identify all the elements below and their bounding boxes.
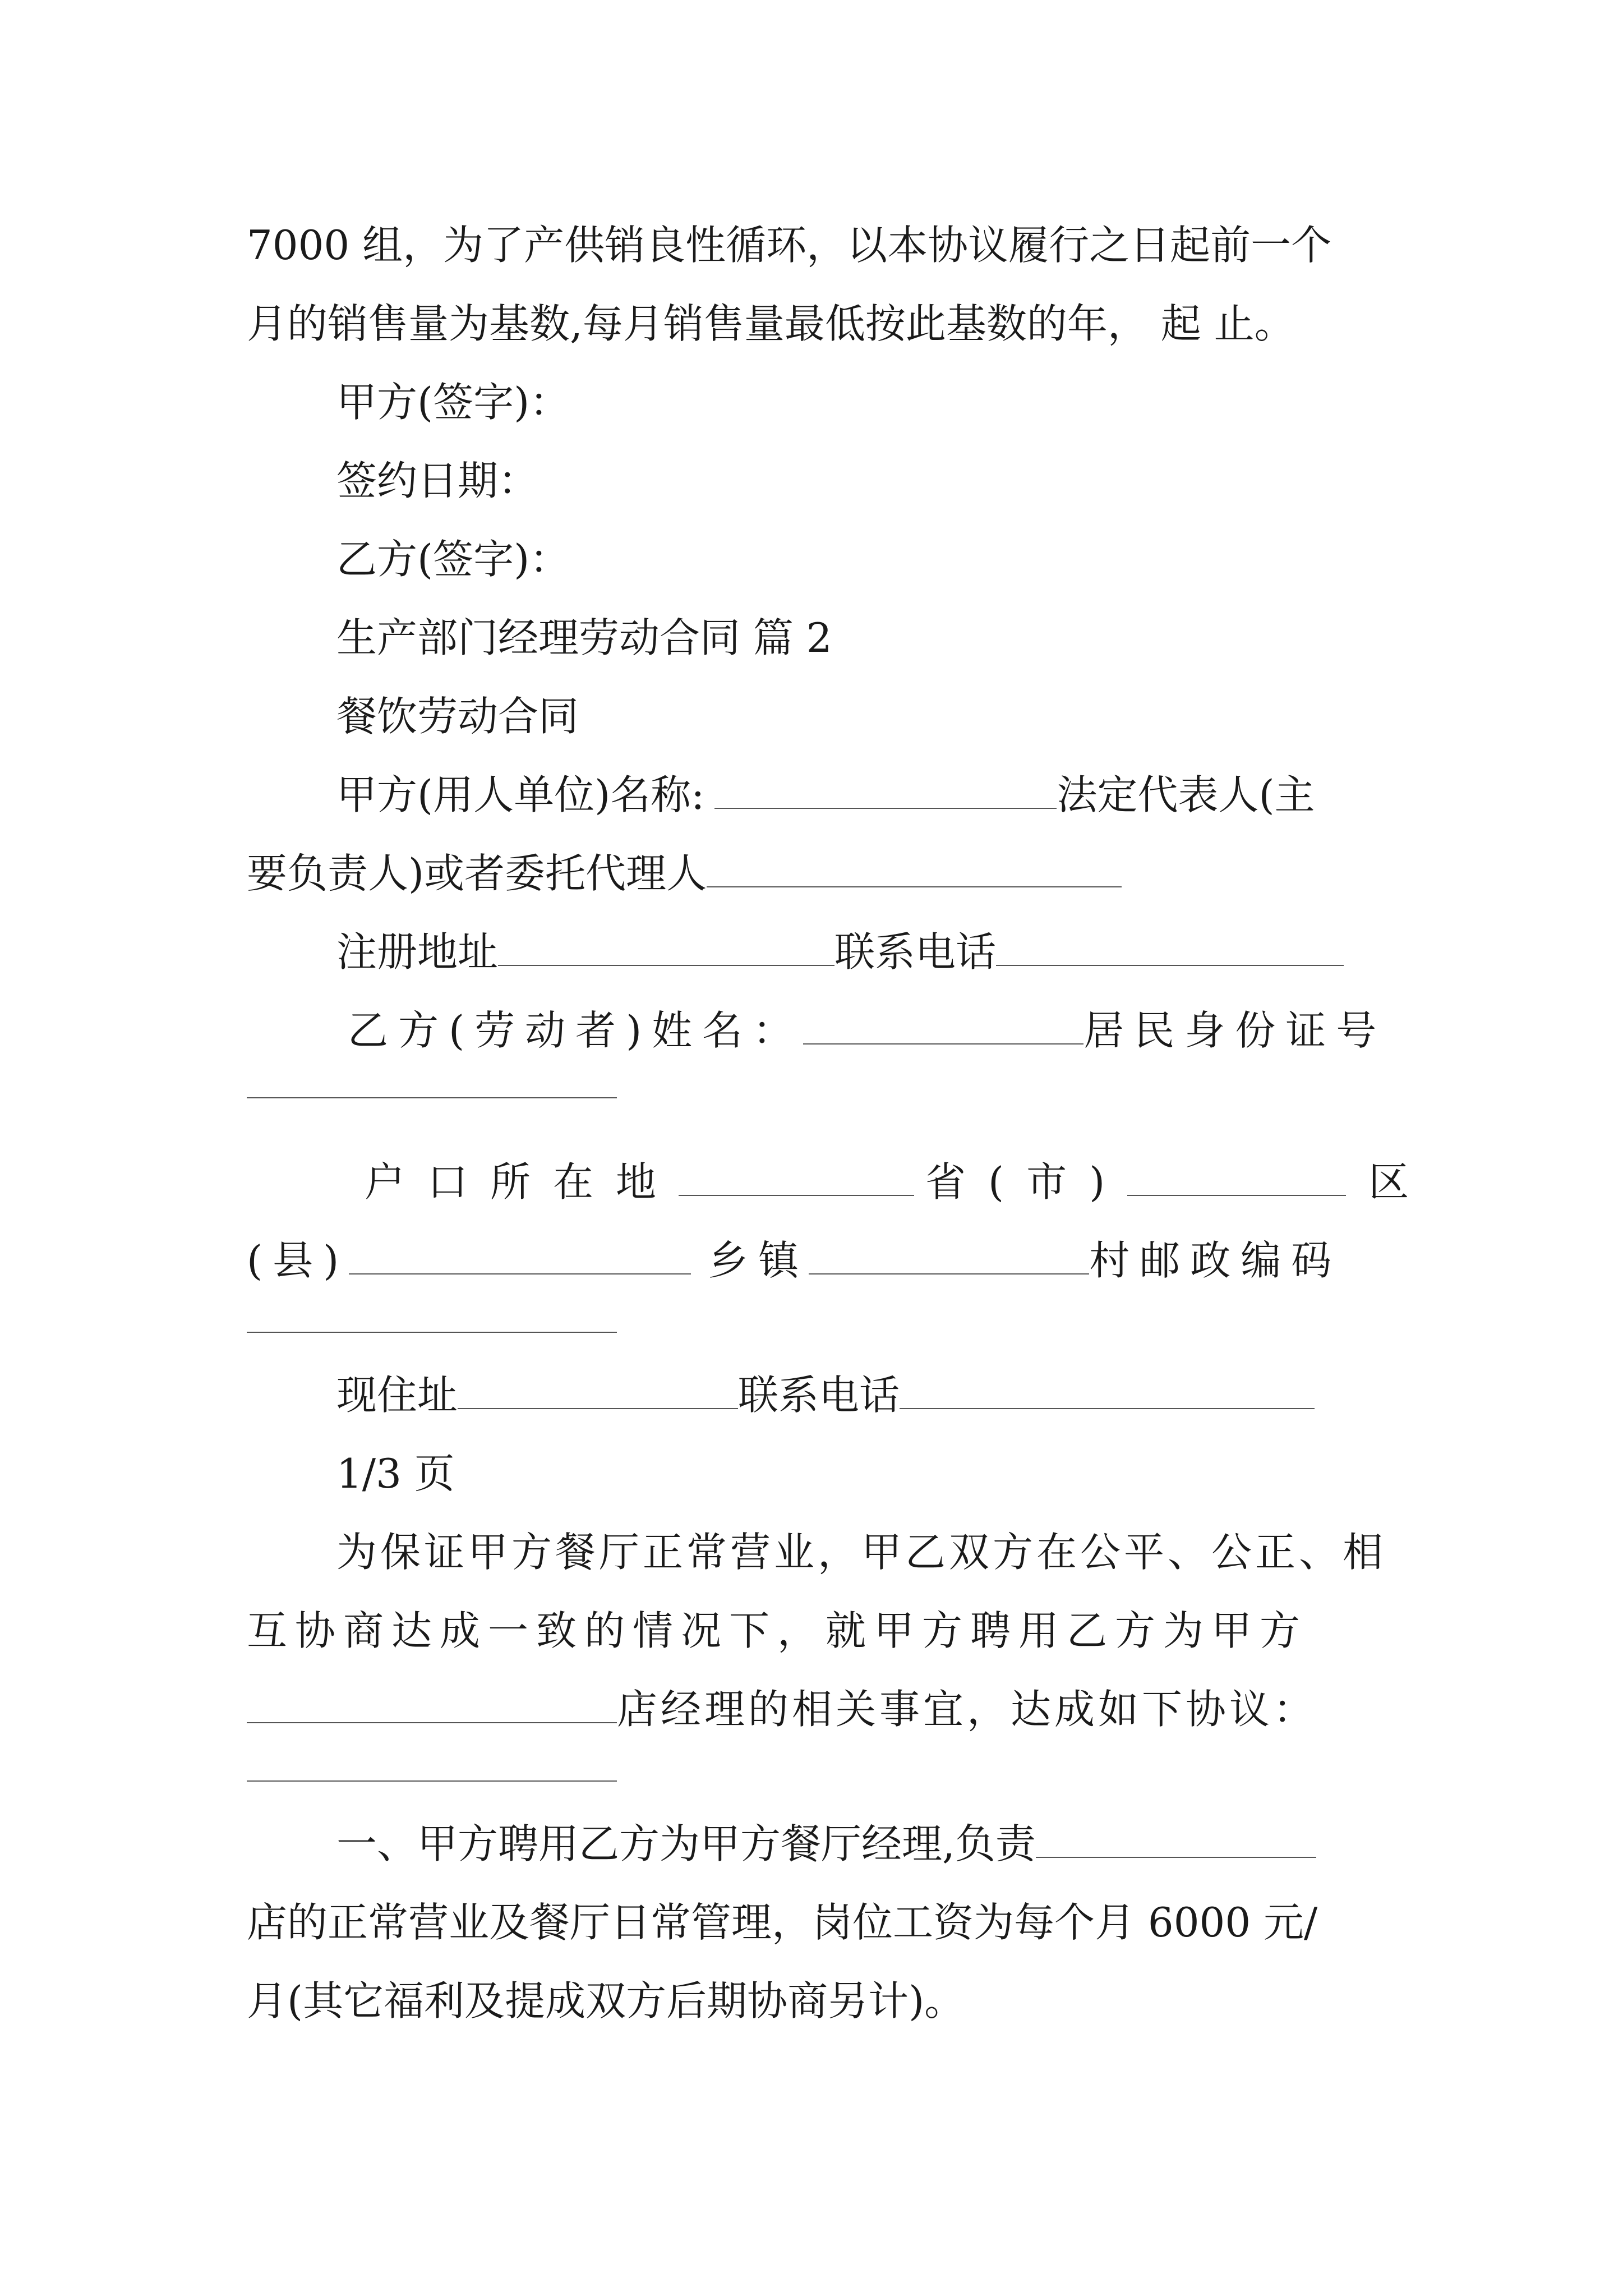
fill-blank xyxy=(679,1160,914,1196)
fill-blank xyxy=(458,1373,738,1409)
label: 现住址 xyxy=(336,1372,458,1419)
fill-blank xyxy=(707,852,1122,887)
section-heading: 生产部门经理劳动合同 篇 2 xyxy=(336,614,832,661)
label: 户口所在地 xyxy=(365,1158,679,1205)
store-manager-line xyxy=(247,1684,1317,1734)
fill-blank xyxy=(247,1780,617,1782)
party-a-agent-line xyxy=(247,848,1122,899)
household-line xyxy=(365,1157,1431,1207)
label: 乡镇 xyxy=(708,1237,809,1284)
signature-party-a: 甲方(签字)： xyxy=(336,379,570,426)
label: 法定代表人(主 xyxy=(1057,771,1315,818)
fill-blank xyxy=(1036,1822,1316,1858)
fill-blank xyxy=(247,1097,617,1098)
label: 区 xyxy=(1368,1158,1432,1205)
text-line: 月(其它福利及提成双方后期协商另计)。 xyxy=(247,1977,965,2024)
label: 居民身份证号 xyxy=(1083,1007,1387,1054)
label: 甲方(用人单位)名称: xyxy=(336,771,705,818)
label: 乙方(劳动者)姓名： xyxy=(348,1007,804,1054)
text-line: 为保证甲方餐厅正常营业，甲乙双方在公平、公正、相 xyxy=(336,1529,1387,1576)
signing-date: 签约日期： xyxy=(336,457,539,504)
text-line: 店的正常营业及餐厅日常管理，岗位工资为每个月 6000 元/ xyxy=(247,1899,1318,1946)
label: 要负责人)或者委托代理人 xyxy=(247,850,707,897)
contract-title: 餐饮劳动合同 xyxy=(336,693,579,740)
current-address-line xyxy=(336,1370,1315,1420)
address-phone-line xyxy=(336,927,1344,977)
fill-blank xyxy=(996,930,1344,966)
fill-blank xyxy=(1127,1160,1346,1196)
fill-blank xyxy=(900,1373,1315,1409)
party-b-name-line xyxy=(348,1005,1386,1056)
fill-blank xyxy=(803,1009,1083,1045)
label: 一、甲方聘用乙方为甲方餐厅经理,负责 xyxy=(336,1820,1036,1867)
fill-blank xyxy=(809,1239,1089,1274)
label: 联系电话 xyxy=(834,928,997,976)
fill-blank xyxy=(498,930,834,966)
label: 省(市) xyxy=(925,1158,1128,1205)
text-line: 月的销售量为基数,每月销售量最低按此基数的年， 起 止。 xyxy=(247,300,1295,347)
label: 村邮政编码 xyxy=(1089,1237,1342,1284)
party-a-name-line xyxy=(336,770,1315,820)
fill-blank xyxy=(714,773,1057,809)
fill-blank xyxy=(247,1687,617,1723)
page-number: 1/3 页 xyxy=(336,1450,455,1497)
county-line xyxy=(247,1235,1341,1286)
clause-one-line xyxy=(336,1819,1316,1869)
label: 联系电话 xyxy=(738,1372,900,1419)
signature-party-b: 乙方(签字)： xyxy=(336,536,570,583)
fill-blank xyxy=(247,1332,617,1333)
label: 注册地址 xyxy=(336,928,499,976)
label: (县) xyxy=(247,1237,349,1284)
text-line: 互协商达成一致的情况下，就甲方聘用乙方为甲方 xyxy=(247,1607,1308,1654)
label: 店经理的相关事宜，达成如下协议： xyxy=(617,1686,1317,1733)
text-line: 7000 组，为了产供销良性循环，以本协议履行之日起前一个 xyxy=(247,222,1332,269)
fill-blank xyxy=(349,1239,691,1274)
